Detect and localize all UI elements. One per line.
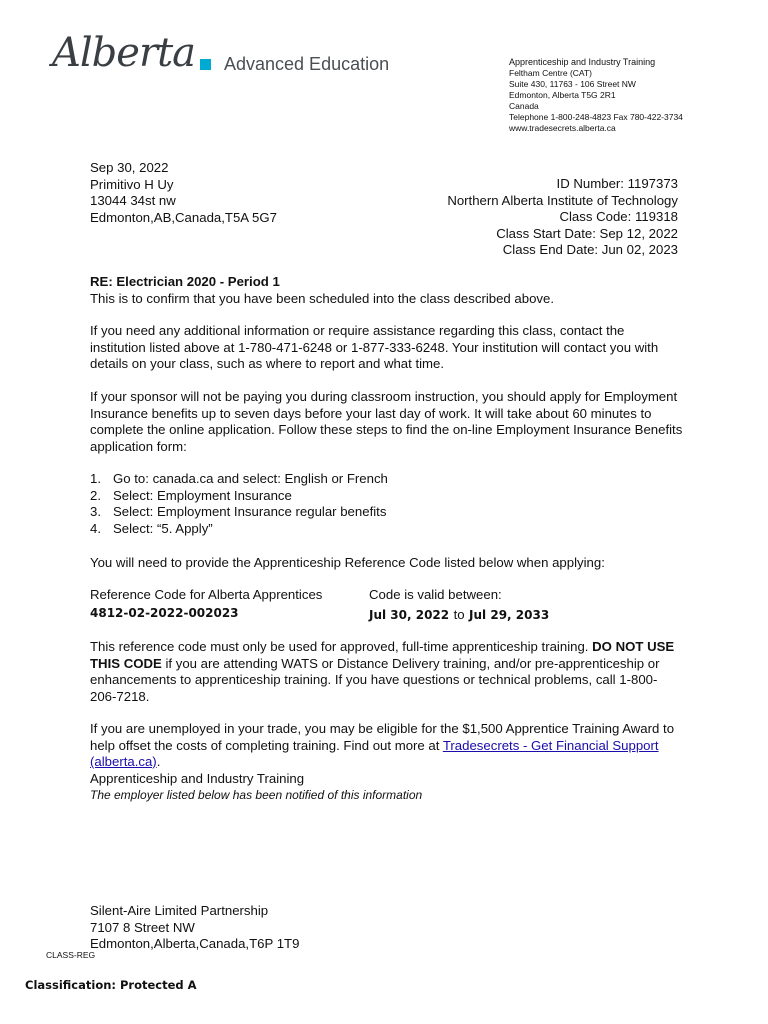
confirm-text: This is to confirm that you have been scheduled into the class described above. [90, 290, 555, 306]
org-country: Canada [509, 101, 539, 111]
recipient-name: Primitivo H Uy [90, 176, 174, 192]
sponsor-line: Insurance benefits up to seven days before your last day of work. It will take about 60 minutes to [90, 405, 652, 421]
valid-to-date: Jul 29, 2033 [469, 608, 550, 622]
reference-code-value: 4812-02-2022-002023 [90, 606, 239, 620]
contact-line: institution listed above at 1-780-471-6248 or 1-877-333-6248. Your institution will contact you with [90, 339, 659, 355]
list-item [90, 471, 388, 488]
step-number: 3. [90, 504, 101, 519]
list-item [90, 504, 388, 521]
contact-line: details on your class, such as where to report and what time. [90, 356, 445, 371]
recipient-block [90, 160, 277, 226]
recipient-street: 13044 34st nw [90, 193, 176, 208]
step-text: Go to: canada.ca and select: English or French [113, 471, 388, 486]
this-code-warning: THIS CODE [90, 655, 162, 671]
financial-support-link[interactable]: Tradesecrets - Get Financial Support [442, 737, 659, 753]
step-text: Select: “5. Apply” [113, 520, 213, 536]
restrict-text: if you are attending WATS or Distance Delivery training, and/or pre-apprenticeship or [161, 655, 660, 671]
step-number: 1. [90, 471, 101, 486]
restriction-paragraph [90, 639, 674, 705]
employer-city: Edmonton,Alberta,Canada,T6P 1T9 [90, 936, 300, 951]
list-item [90, 488, 388, 505]
do-not-use-warning: DO NOT USE [592, 639, 675, 654]
restrict-text: 206-7218. [90, 688, 150, 704]
need-code-text: You will need to provide the Apprenticeship Reference Code listed below when applying: [90, 555, 605, 570]
award-text: If you are unemployed in your trade, you may be eligible for the $1,500 Apprentice Training Award to [90, 721, 675, 736]
valid-between-label: Code is valid between: [369, 587, 502, 602]
form-code: CLASS-REG [46, 950, 96, 960]
reference-code-label: Reference Code for Alberta Apprentices [90, 587, 323, 602]
org-suite: Suite 430, 11763 - 106 Street NW [509, 79, 636, 89]
class-details-block [447, 176, 678, 259]
sponsor-line: If your sponsor will not be paying you during classroom instruction, you should apply for Employment [90, 389, 678, 404]
org-building: Feltham Centre (CAT) [509, 68, 592, 78]
financial-support-link-cont[interactable]: (alberta.ca) [90, 754, 157, 769]
department-name: Advanced Education [224, 54, 390, 74]
step-number: 2. [90, 487, 101, 503]
re-section [90, 274, 554, 307]
alberta-wordmark: Alberta [52, 30, 195, 76]
valid-to-word: to [453, 607, 465, 622]
award-period: . [156, 754, 161, 769]
employer-name: Silent-Aire Limited Partnership [90, 903, 269, 918]
logo-accent-square [200, 59, 211, 70]
sponsor-line: complete the online application. Follow these steps to find the on-line Employment Insurance Benefits [90, 422, 683, 437]
letter-date: Sep 30, 2022 [90, 160, 169, 175]
employer-street: 7107 8 Street NW [90, 919, 195, 935]
award-paragraph [90, 721, 674, 804]
award-text: help offset the costs of completing training. Find out more at [90, 737, 443, 753]
org-website: www.tradesecrets.alberta.ca [509, 123, 616, 133]
org-phone-fax: Telephone 1-800-248-4823 Fax 780-422-3734 [509, 112, 683, 122]
class-start-date: Class Start Date: Sep 12, 2022 [496, 225, 678, 241]
class-code: Class Code: 119318 [559, 209, 678, 224]
class-end-date: Class End Date: Jun 02, 2023 [502, 242, 678, 257]
contact-paragraph [90, 323, 658, 373]
signature-org: Apprenticeship and Industry Training [90, 770, 305, 786]
ei-steps-list [90, 471, 388, 537]
restrict-text: enhancements to apprenticeship training. If you have questions or technical problems, call 1-800- [90, 672, 658, 687]
valid-from-date: Jul 30, 2022 [369, 608, 450, 622]
step-text: Select: Employment Insurance regular benefits [113, 504, 387, 519]
id-number: ID Number: 1197373 [556, 176, 678, 191]
institute-name: Northern Alberta Institute of Technology [447, 192, 678, 208]
restrict-text: This reference code must only be used for approved, full-time apprenticeship training. [90, 639, 593, 654]
alberta-logo [52, 30, 402, 82]
recipient-city: Edmonton,AB,Canada,T5A 5G7 [90, 209, 277, 225]
employer-block [90, 903, 299, 953]
employer-notified-note: The employer listed below has been notified of this information [90, 788, 423, 802]
list-item [90, 521, 388, 538]
step-number: 4. [90, 520, 101, 536]
step-text: Select: Employment Insurance [113, 487, 292, 503]
sponsor-paragraph [90, 389, 682, 455]
classification-label: Classification: Protected A [25, 978, 197, 992]
re-line: RE: Electrician 2020 - Period 1 [90, 274, 280, 289]
contact-line: If you need any additional information or require assistance regarding this class, contact the [90, 323, 625, 338]
org-city: Edmonton, Alberta T5G 2R1 [509, 90, 616, 100]
sponsor-line: application form: [90, 438, 187, 454]
org-name: Apprenticeship and Industry Training [509, 57, 656, 67]
valid-dates [369, 606, 549, 624]
org-address-block [509, 57, 683, 134]
